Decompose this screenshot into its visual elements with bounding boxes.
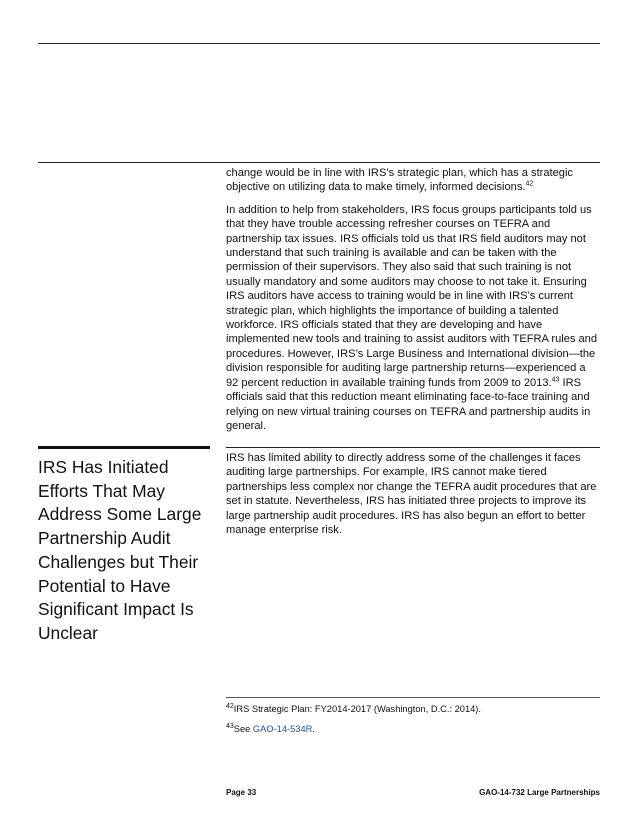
paragraph-training: In addition to help from stakeholders, IRS focus groups participants told us that they have trouble accessing refresher courses on TEFRA and partnership tax issues. IRS officials told us that IRS field auditors may not understand that such training is available and can be taken with the permission of their supervisors. They also said that such training is not usually mandatory and some auditors may choose to not take it. Ensuring IRS auditors have access to training would be in line with IRS’s current strategic plan, which highlights the importance of building a talented workforce. IRS officials stated that they are developing and have implemented new tools and training to assist auditors with TEFRA rules and procedures. However, IRS’s Large Business and International division—the division responsible for auditing large partnership returns—experienced a 92 percent reduction in available training funds from 2009 to 2013.43 IRS officials said that this reduction meant eliminating face-to-face training and relying on new virtual training courses on TEFRA and partnership audits in general. bbox=[226, 203, 598, 432]
paragraph-continuation: change would be in line with IRS’s strategic plan, which has a strategic objective on utilizing data to make timely, informed decisions.$^{42}$ bbox=[226, 167, 573, 194]
footnote-number-43: 43 bbox=[226, 722, 234, 730]
footnote-42-text: IRS Strategic Plan: FY2014-2017 (Washington, D.C.: 2014). bbox=[233, 704, 481, 714]
section-rule-2-right bbox=[226, 447, 600, 448]
top-rule bbox=[38, 43, 600, 44]
footnote-42 bbox=[226, 703, 600, 715]
footnote-ref-43[interactable]: 43 bbox=[551, 376, 560, 383]
footnote-rule bbox=[226, 697, 600, 698]
body-text-section bbox=[226, 451, 600, 545]
body-text-top bbox=[226, 166, 600, 441]
footnote-43: $^{43}$See GAO-14-534R. bbox=[226, 722, 315, 734]
report-title: GAO-14-732 Large Partnerships bbox=[479, 788, 600, 797]
footnote-ref-42[interactable]: 42 bbox=[525, 180, 534, 188]
section-rule-1 bbox=[38, 162, 600, 163]
section-rule-2-left bbox=[38, 446, 210, 449]
paragraph-section-intro: IRS has limited ability to directly address some of the challenges it faces auditing large partnerships. For example, IRS cannot make tiered partnerships less complex nor change the TEFRA audit procedures that are set in statute. Nevertheless, IRS has initiated three projects to improve its large partnership audit procedures. IRS has also begun an effort to better manage enterprise risk. bbox=[226, 452, 597, 537]
footnote-number-42: 42 bbox=[226, 702, 234, 710]
page-number: Page 33 bbox=[226, 788, 257, 797]
gao-report-link[interactable]: GAO-14-534R bbox=[252, 724, 313, 734]
section-heading: IRS Has Initiated Efforts That May Address Some Large Partnership Audit Challenges but Their Potential to Have Significant Impact Is Unclear bbox=[38, 457, 202, 643]
